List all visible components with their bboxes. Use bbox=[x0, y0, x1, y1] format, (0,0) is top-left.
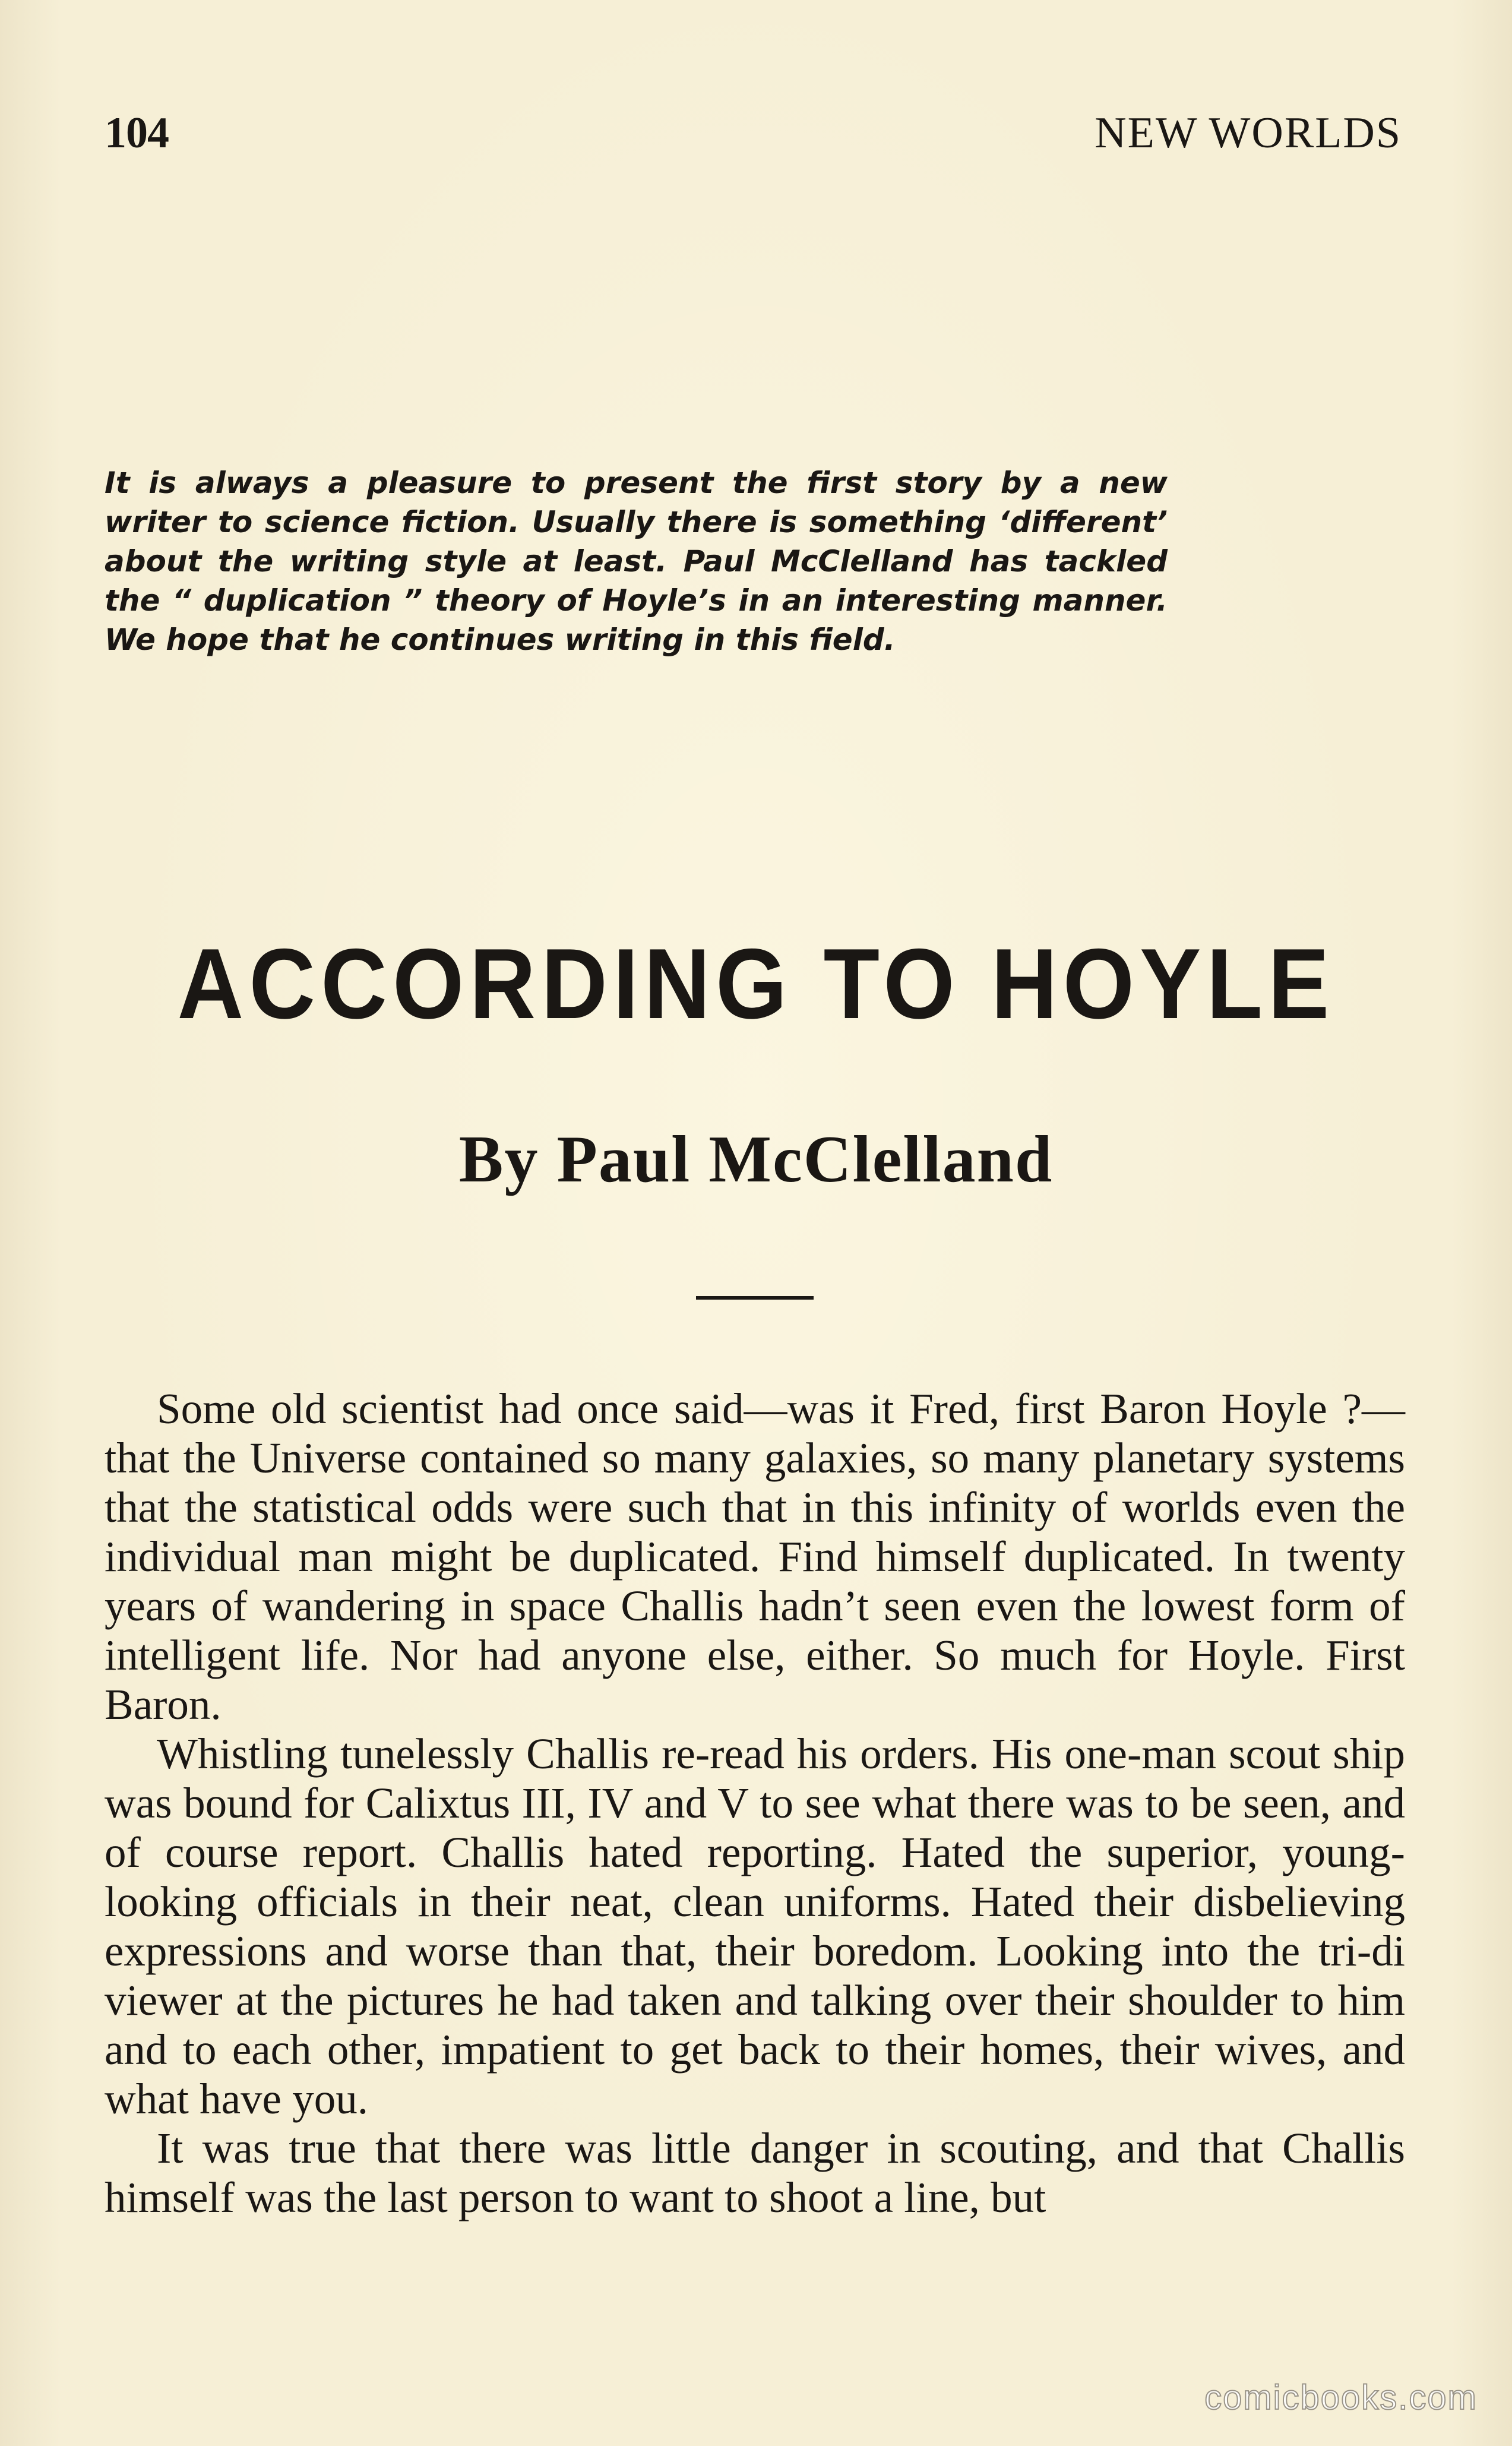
author-byline: By Paul McClelland bbox=[458, 1123, 1054, 1196]
story-paragraph: It was true that there was little danger in scouting, and that Challis himself was the last person to want to shoot a line, but bbox=[105, 2124, 1405, 2221]
story-paragraph: Whistling tunelessly Challis re-read his orders. His one-man scout ship was bound for Calixtus III, IV and V to see what there was to be seen, and of course report. Challis hated reporting. Hated the superior, young-looking officials in their neat, clean uniforms. Hated their disbelieving expressions and worse than that, their boredom. Looking into the tri-di viewer at the pictures he had taken and talking over their shoulder to him and to each other, impatient to get back to their homes, their wives, and what have you. bbox=[105, 1730, 1405, 2123]
watermark: comicbooks.com bbox=[1204, 2378, 1478, 2417]
story-body bbox=[105, 1384, 1405, 2222]
section-divider bbox=[696, 1296, 814, 1300]
running-head bbox=[105, 108, 1402, 162]
story-paragraph: Some old scientist had once said—was it Fred, first Baron Hoyle ?—that the Universe contained so many galaxies, so many planetary systems that the statistical odds were such that in this infinity of worlds even the individual man might be duplicated. Find himself duplicated. In twenty years of wandering in space Challis hadn’t seen even the lowest form of intelligent life. Nor had anyone else, either. So much for Hoyle. First Baron. bbox=[105, 1385, 1405, 1728]
editorial-blurb: It is always a pleasure to present the first story by a new writer to science fiction. Usually there is something ‘different’ about the writing style at least. Paul McClelland has tackled the “ duplication ” theory of Hoyle’s in an interesting manner. We hope that he continues writing in this field. bbox=[105, 466, 1168, 657]
page-number: 104 bbox=[105, 109, 169, 157]
magazine-name: NEW WORLDS bbox=[1095, 109, 1402, 157]
story-title: ACCORDING TO HOYLE bbox=[177, 928, 1335, 1039]
